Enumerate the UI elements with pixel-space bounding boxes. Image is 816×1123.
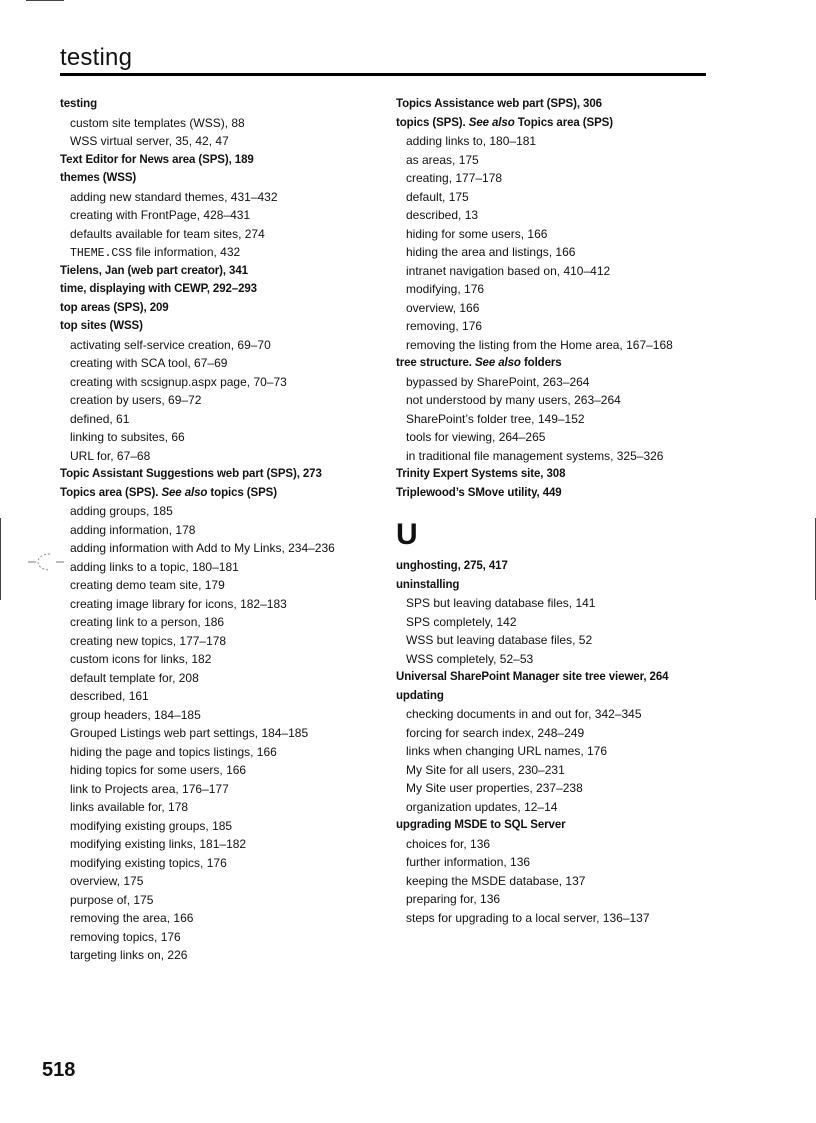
index-subentry: bypassed by SharePoint, 263–264 [406,374,590,389]
left-binding-line [0,518,1,600]
index-subentry: further information, 136 [406,855,531,869]
index-subentry: organization updates, 12–14 [406,799,558,814]
index-subentry: removing the area, 166 [70,911,194,925]
index-subentry: not understood by many users, 263–264 [406,393,621,407]
index-subentry: SharePoint’s folder tree, 149–152 [406,411,585,426]
index-entry: Topic Assistant Suggestions web part (SPS), 273 [60,468,322,480]
running-head: testing [60,44,133,71]
index-subentry [60,243,390,262]
entry-text: Topics area (SPS). [60,486,159,499]
index-subentry: overview, 166 [406,300,480,315]
index-subentry: hiding for some users, 166 [406,226,548,241]
index-subentry: default template for, 208 [70,670,199,685]
index-subentry: creating demo team site, 179 [70,578,225,592]
index-subentry: creating with scsignup.aspx page, 70–73 [70,374,287,389]
index-subentry: adding groups, 185 [70,504,173,518]
index-entry: uninstalling [396,578,460,591]
index-subentry: defaults available for team sites, 274 [70,226,265,241]
index-subentry: defined, 61 [70,411,130,426]
index-subentry: creating image library for icons, 182–183 [70,596,287,611]
index-subentry: My Site user properties, 237–238 [406,781,583,795]
index-subentry: hiding the page and topics listings, 166 [70,744,277,759]
code-term: THEME.CSS [70,247,133,260]
index-entry: Universal SharePoint Manager site tree viewer, 264 [396,671,669,683]
index-subentry: custom icons for links, 182 [70,652,212,666]
index-entry: Topics Assistance web part (SPS), 306 [396,98,602,110]
index-subentry: custom site templates (WSS), 88 [70,115,245,130]
entry-text: topics (SPS). [396,116,466,129]
index-subentry: links available for, 178 [70,800,189,814]
index-subentry: SPS but leaving database files, 141 [406,596,596,610]
index-subentry: modifying existing topics, 176 [70,855,227,870]
index-subentry: preparing for, 136 [406,892,501,906]
index-subentry: removing the listing from the Home area, 167–168 [406,337,673,352]
index-subentry: purpose of, 175 [70,892,154,907]
index-column-left [60,95,390,965]
index-subentry: group headers, 184–185 [70,707,201,722]
index-subentry: WSS virtual server, 35, 42, 47 [70,134,229,148]
index-subentry: My Site for all users, 230–231 [406,762,565,777]
index-subentry: creating new topics, 177–178 [70,633,227,648]
index-entry: testing [60,98,97,110]
index-entry: themes (WSS) [60,172,137,184]
entry-text: tree structure. [396,357,472,369]
index-subentry: intranet navigation based on, 410–412 [406,263,611,278]
index-entry: unghosting, 275, 417 [396,560,508,572]
index-subentry: SPS completely, 142 [406,614,517,629]
section-letter: U [396,518,418,551]
index-subentry: WSS completely, 52–53 [406,651,534,666]
index-subentry: described, 161 [70,689,149,703]
index-subentry: removing, 176 [406,319,483,333]
index-subentry: links when changing URL names, 176 [406,744,608,758]
index-subentry: modifying, 176 [406,282,485,296]
index-subentry: activating self-service creation, 69–70 [70,337,271,352]
index-entry: upgrading MSDE to SQL Server [396,819,566,831]
see-also-label: See also [161,486,208,499]
index-entry: Trinity Expert Systems site, 308 [396,468,566,480]
index-entry: top areas (SPS), 209 [60,301,169,314]
index-entry: top sites (WSS) [60,320,143,332]
index-entry: Text Editor for News area (SPS), 189 [60,153,254,166]
see-also-target: topics (SPS) [210,486,277,499]
index-subentry: creating, 177–178 [406,171,503,185]
index-subentry: linking to subsites, 66 [70,430,185,444]
index-subentry: Grouped Listings web part settings, 184–185 [70,726,309,740]
index-subentry: as areas, 175 [406,152,479,167]
index-entry [60,484,390,503]
index-entry: Triplewood’s SMove utility, 449 [396,486,562,499]
page-number: 518 [42,1059,76,1081]
index-entry [396,354,726,373]
index-entry: Tielens, Jan (web part creator), 341 [60,264,248,277]
index-subentry: described, 13 [406,208,479,222]
index-subentry: WSS but leaving database files, 52 [406,633,593,647]
index-subentry: tools for viewing, 264–265 [406,430,546,444]
index-subentry: creating with SCA tool, 67–69 [70,356,228,370]
index-subentry: hiding topics for some users, 166 [70,763,247,777]
crop-mark-line [26,0,64,1]
index-subentry: forcing for search index, 248–249 [406,725,585,740]
index-subentry: hiding the area and listings, 166 [406,245,576,259]
index-subentry: link to Projects area, 176–177 [70,781,229,796]
index-subentry: creation by users, 69–72 [70,393,202,407]
index-subentry: keeping the MSDE database, 137 [406,873,586,888]
index-subentry: targeting links on, 226 [70,948,188,962]
index-subentry: URL for, 67–68 [70,448,151,463]
index-subentry: choices for, 136 [406,836,491,851]
see-also-target: Topics area (SPS) [517,116,613,129]
index-subentry: overview, 175 [70,874,144,888]
index-subentry: adding links to a topic, 180–181 [70,559,239,574]
index-subentry: modifying existing groups, 185 [70,818,233,833]
index-entry: updating [396,689,444,702]
header-rule [60,73,706,76]
index-subentry: steps for upgrading to a local server, 136–137 [406,910,650,925]
index-subentry: adding information with Add to My Links, 234–236 [70,541,335,555]
index-subentry: adding new standard themes, 431–432 [70,189,278,204]
index-subentry: adding information, 178 [70,522,196,537]
index-subentry: default, 175 [406,189,469,204]
index-subentry: removing topics, 176 [70,929,181,944]
index-subentry: in traditional file management systems, 325–326 [406,448,664,463]
index-subentry: creating link to a person, 186 [70,615,225,629]
see-also-target: folders [523,357,562,369]
see-also-label: See also [474,357,521,369]
index-subentry: modifying existing links, 181–182 [70,837,247,851]
entry-text: file information, 432 [132,245,241,259]
index-subentry: adding links to, 180–181 [406,134,537,148]
see-also-label: See also [468,116,515,129]
index-entry: time, displaying with CEWP, 292–293 [60,283,257,295]
index-column-right [396,95,726,927]
index-subentry: checking documents in and out for, 342–345 [406,707,642,721]
index-entry [396,114,726,133]
index-subentry: creating with FrontPage, 428–431 [70,208,251,222]
